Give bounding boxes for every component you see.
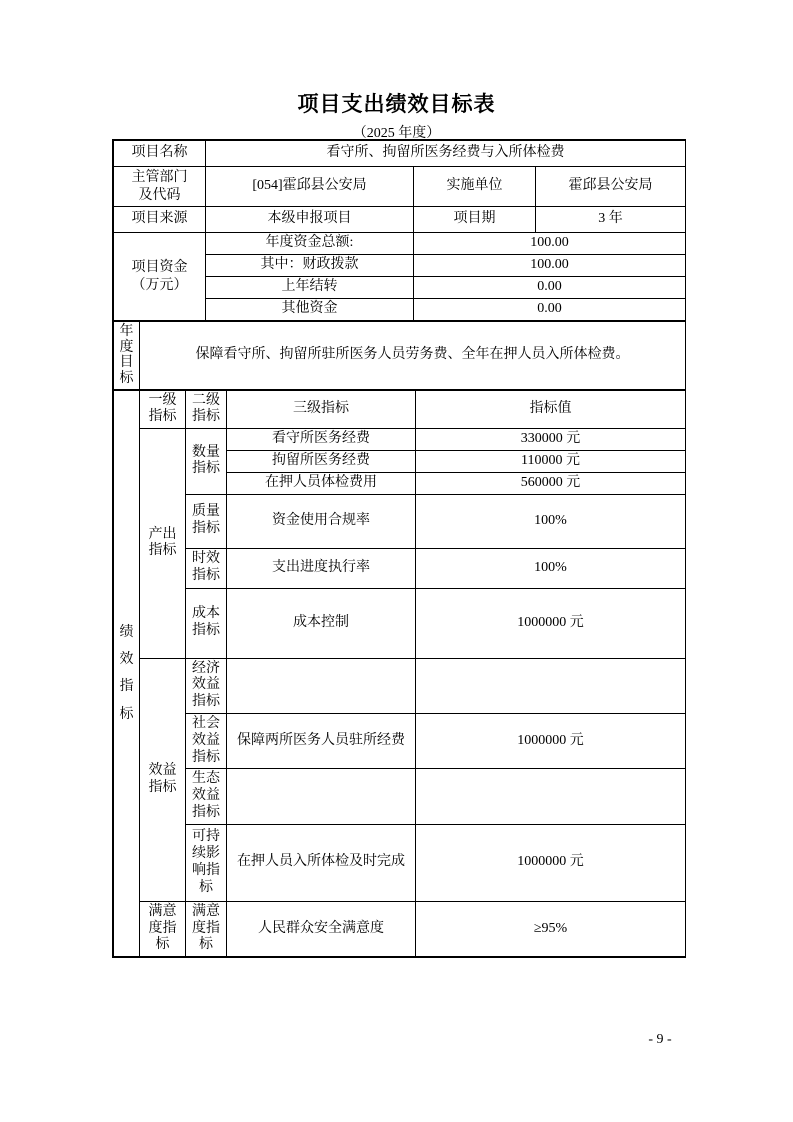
- dept-value: [054]霍邱县公安局: [206, 167, 414, 207]
- level2-quantity: 数量指标: [186, 429, 227, 494]
- source-label: 项目来源: [114, 207, 206, 233]
- project-info-table: [113, 140, 686, 321]
- table-row: [114, 548, 686, 588]
- level1-benefit: 效益指标: [140, 658, 186, 901]
- level1-satisfaction: 满意度指标: [140, 901, 186, 956]
- indicator-row-2-value: 560000 元: [416, 472, 686, 494]
- table-row: [114, 141, 686, 167]
- level2-sustainable: 可持续影响指标: [186, 824, 227, 901]
- indicator-row-8-l3: [227, 769, 416, 824]
- funds-label-cell: [114, 233, 206, 321]
- header-value: 指标值: [416, 390, 686, 429]
- annual-goal-table: [113, 321, 686, 390]
- indicator-row-5-l3: 成本控制: [227, 588, 416, 658]
- level2-quality: 质量指标: [186, 494, 227, 548]
- indicator-row-6-value: [416, 658, 686, 713]
- annual-goal-content: 保障看守所、拘留所驻所医务人员劳务费、全年在押人员入所体检费。: [140, 322, 686, 390]
- dept-label: 主管部门及代码: [131, 170, 188, 203]
- table-row: [114, 769, 686, 824]
- level2-economic: 经济效益指标: [186, 658, 227, 713]
- indicator-row-6-l3: [227, 658, 416, 713]
- level2-timeliness: 时效指标: [186, 548, 227, 588]
- page-title: 项目支出绩效目标表: [297, 92, 496, 116]
- impl-unit-label: 实施单位: [414, 167, 536, 207]
- table-row: [114, 322, 686, 390]
- indicator-row-3-value: 100%: [416, 494, 686, 548]
- header-level3: 三级指标: [227, 390, 416, 429]
- indicator-row-9-l3: 在押人员入所体检及时完成: [227, 824, 416, 901]
- indicator-row-10-value: ≥95%: [416, 901, 686, 956]
- indicator-row-1-l3: 拘留所医务经费: [227, 451, 416, 473]
- table-row: [114, 494, 686, 548]
- level2-satisfaction: 满意度指标: [186, 901, 227, 956]
- indicator-row-10-l3: 人民群众安全满意度: [227, 901, 416, 956]
- performance-side-label: 绩效指标: [119, 624, 134, 722]
- funds-total-value: 100.00: [414, 233, 686, 255]
- indicator-row-4-value: 100%: [416, 548, 686, 588]
- indicator-row-1-value: 110000 元: [416, 451, 686, 473]
- funds-fiscal-label: 其中：财政拨款: [206, 255, 414, 277]
- source-value: 本级申报项目: [206, 207, 414, 233]
- indicator-row-8-value: [416, 769, 686, 824]
- indicator-row-2-l3: 在押人员体检费用: [227, 472, 416, 494]
- funds-other-label: 其他资金: [206, 299, 414, 321]
- period-value: 3 年: [536, 207, 686, 233]
- indicator-row-5-value: 1000000 元: [416, 588, 686, 658]
- table-row: [114, 588, 686, 658]
- table-row: [114, 901, 686, 956]
- performance-side-label-cell: [114, 390, 140, 957]
- annual-goal-label-cell: [114, 322, 140, 390]
- table-row: [114, 714, 686, 769]
- dept-label-cell: [114, 167, 206, 207]
- level2-social: 社会效益指标: [186, 714, 227, 769]
- table-row: [114, 390, 686, 429]
- table-row: [114, 429, 686, 451]
- period-label: 项目期: [414, 207, 536, 233]
- project-name-label: 项目名称: [114, 141, 206, 167]
- indicator-row-7-value: 1000000 元: [416, 714, 686, 769]
- table-row: [114, 167, 686, 207]
- header-level2: 二级指标: [186, 390, 227, 429]
- indicators-table: [113, 390, 686, 958]
- impl-unit-value: 霍邱县公安局: [536, 167, 686, 207]
- performance-target-table: [112, 139, 686, 958]
- funds-carryover-label: 上年结转: [206, 277, 414, 299]
- header-level1: 一级指标: [140, 390, 186, 429]
- indicator-row-0-value: 330000 元: [416, 429, 686, 451]
- level2-ecological: 生态效益指标: [186, 769, 227, 824]
- page-subtitle: （2025 年度）: [352, 126, 441, 141]
- table-row: [114, 658, 686, 713]
- annual-goal-label: 年度目标: [119, 324, 134, 387]
- level1-output: 产出指标: [140, 429, 186, 658]
- level2-cost: 成本指标: [186, 588, 227, 658]
- table-row: [114, 233, 686, 255]
- table-row: [114, 824, 686, 901]
- funds-fiscal-value: 100.00: [414, 255, 686, 277]
- indicator-row-7-l3: 保障两所医务人员驻所经费: [227, 714, 416, 769]
- indicator-row-3-l3: 资金使用合规率: [227, 494, 416, 548]
- funds-carryover-value: 0.00: [414, 277, 686, 299]
- table-row: [114, 207, 686, 233]
- page-number: - 9 -: [648, 1032, 672, 1047]
- project-name-value: 看守所、拘留所医务经费与入所体检费: [206, 141, 686, 167]
- funds-label: 项目资金（万元）: [131, 260, 188, 293]
- indicator-row-9-value: 1000000 元: [416, 824, 686, 901]
- funds-total-label: 年度资金总额:: [206, 233, 414, 255]
- funds-other-value: 0.00: [414, 299, 686, 321]
- indicator-row-4-l3: 支出进度执行率: [227, 548, 416, 588]
- indicator-row-0-l3: 看守所医务经费: [227, 429, 416, 451]
